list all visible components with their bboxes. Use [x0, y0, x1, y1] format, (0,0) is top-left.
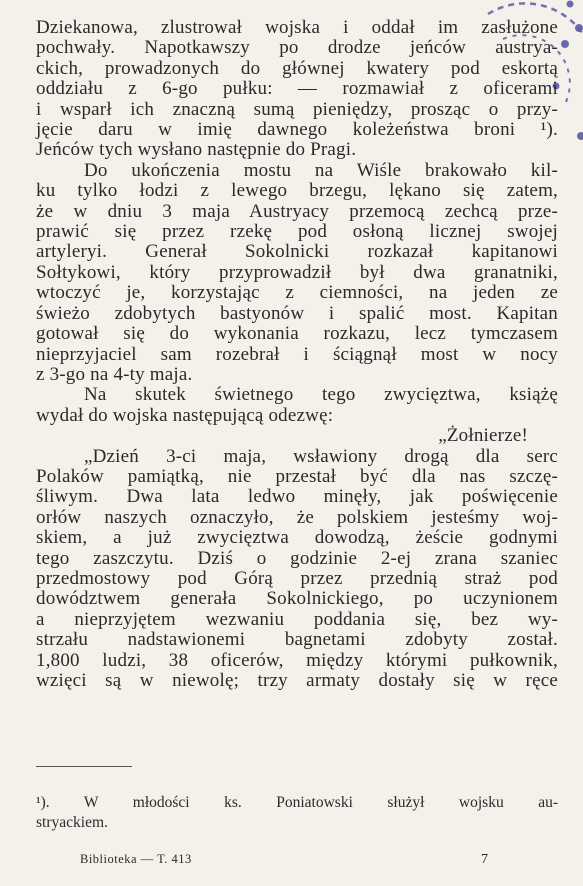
text-line: 1,800 ludzi, 38 oficerów, między którymi pułkownik, [36, 649, 558, 671]
text-line: wydał do wojska następującą odezwę: [36, 404, 334, 426]
text-line: wtoczyć je, korzystając z ciemności, na jeden ze [36, 282, 558, 304]
proclamation-heading: „Żołnierze! [438, 425, 528, 447]
text-line: Dziekanowa, zlustrował wojska i oddał im zasłużone [36, 17, 558, 38]
page-number: 7 [481, 852, 488, 867]
text-line: przedmostowy pod Górą przez przednią straż pod [36, 567, 558, 589]
text-line: że w dniu 3 maja Austryacy przemocą zechcą prze- [36, 200, 558, 222]
text-line: „Dzień 3-ci maja, wsławiony drogą dla serc [84, 445, 558, 467]
text-line: gotował się do wykonania rozkazu, lecz tymczasem [36, 323, 558, 345]
text-line: Jeńców tych wysłano następnie do Pragi. [36, 139, 357, 161]
text-line: ku tylko łodzi z lewego brzegu, lękano się zatem, [36, 180, 558, 202]
text-line: ckich, prowadzonych do głównej kwatery pod eskortą [36, 57, 558, 79]
text-line: jęcie daru w imię dawnego koleżeństwa broni ¹). [36, 119, 558, 141]
main-text [36, 18, 558, 691]
text-line: Sołtykowi, który przyprowadził był dwa granatniki, [36, 261, 558, 283]
text-line: pochwały. Napotkawszy po drodze jeńców austrya- [36, 37, 558, 59]
text-line: skiem, a już zwycięztwa dowodzą, żeście godnymi [36, 527, 558, 549]
text-line: śliwym. Dwa lata ledwo minęły, jak poświęcenie [36, 486, 558, 508]
text-line: Polaków pamiątką, nie przestał być dla nas szczę- [36, 465, 558, 487]
text-line: Do ukończenia mostu na Wiśle brakowało kil- [84, 159, 558, 181]
text-line: dowództwem generała Sokolnickiego, po uczynionem [36, 588, 558, 610]
text-line: nieprzyjaciel sam rozebrał i ściągnął most w nocy [36, 343, 558, 365]
text-line: z 3-go na 4-ty maja. [36, 363, 193, 385]
text-line: i wsparł ich znaczną sumą pieniędzy, prosząc o przy- [36, 98, 558, 120]
text-line: wzięci są w niewolę; trzy armaty dostały się w ręce [36, 670, 558, 691]
text-line: świeżo zdobytych bastyonów i spalić most. Kapitan [36, 302, 558, 324]
signature-mark: Biblioteka — T. 413 [80, 852, 192, 866]
footnote-line: stryackiem. [36, 814, 108, 831]
text-line: strzału nadstawionemi bagnetami zdobyty został. [36, 629, 558, 651]
text-line: tego zaszczytu. Dziś o godzinie 2-ej zrana szaniec [36, 547, 558, 569]
text-line: artyleryi. Generał Sokolnicki rozkazał kapitanowi [36, 241, 558, 263]
footnote [36, 793, 558, 833]
text-line: orłów naszych oznaczyło, że polskiem jesteśmy woj- [36, 506, 558, 528]
text-line: prawić się przez rzekę pod osłoną licznej swojej [36, 221, 558, 243]
footnote-line: ¹). W młodości ks. Poniatowski służył wojsku au- [36, 794, 558, 811]
text-line: oddziału z 6-go pułku: — rozmawiał z oficerami [36, 78, 558, 100]
footnote-divider [36, 766, 132, 767]
text-line: a nieprzyjętem wezwaniu poddania się, bez wy- [36, 608, 558, 630]
text-line: Na skutek świetnego tego zwycięztwa, książę [84, 384, 558, 406]
